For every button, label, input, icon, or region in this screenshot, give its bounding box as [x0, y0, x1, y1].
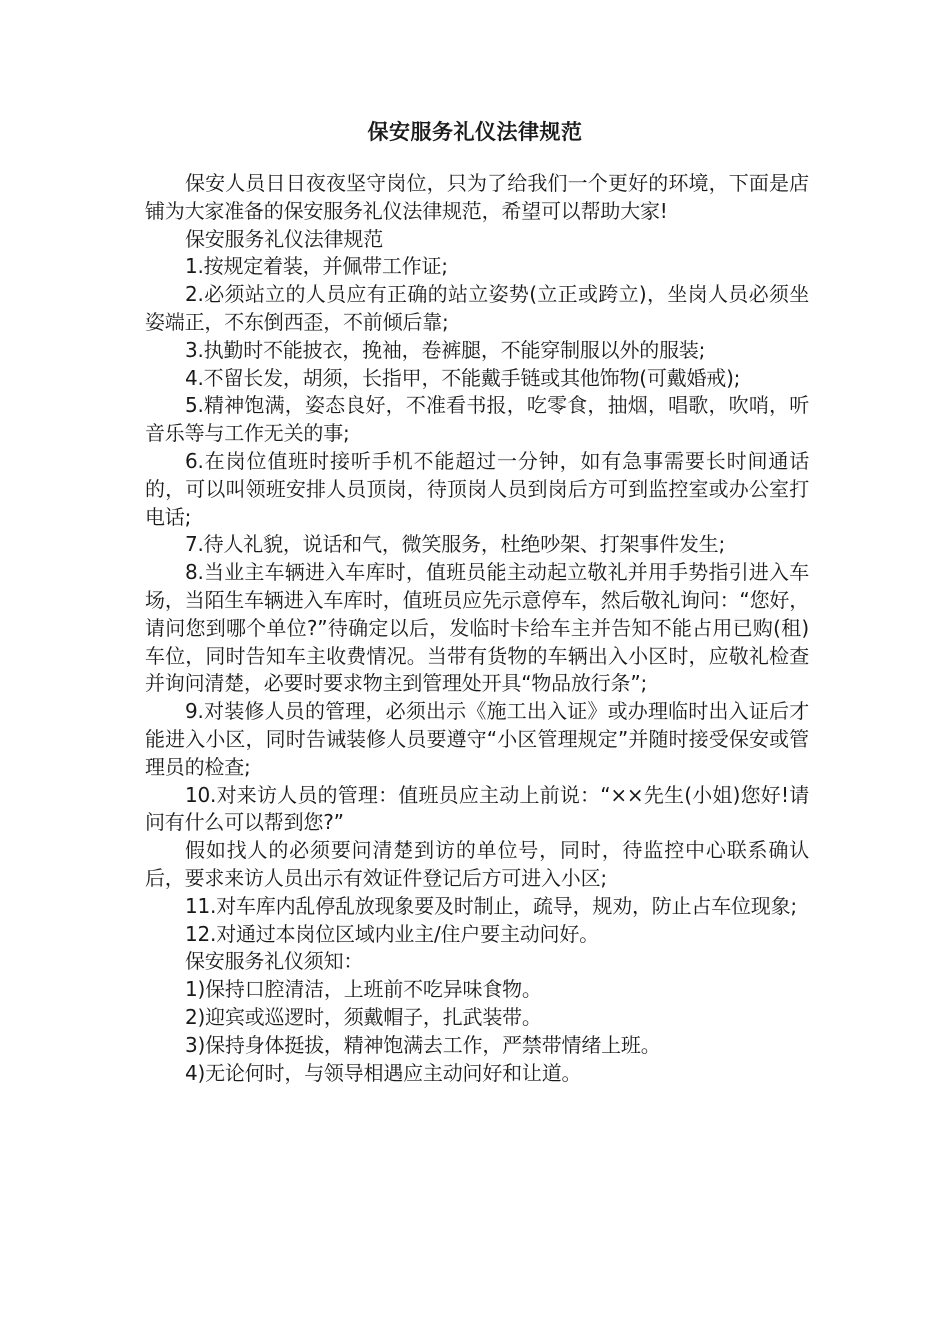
section-heading-norms: 保安服务礼仪法律规范	[185, 226, 383, 251]
rule-item-9: 9.对装修人员的管理，必须出示《施工出入证》或办理临时出入证后才能进入小区，同时告诫装修人员要遵守“小区管理规定”并随时接受保安或管理员的检查;	[145, 699, 809, 779]
note-item-4: 4)无论何时，与领导相遇应主动问好和让道。	[185, 1060, 582, 1085]
rule-item-11: 11.对车库内乱停乱放现象要及时制止，疏导，规劝，防止占车位现象;	[185, 893, 797, 918]
rule-item-4: 4.不留长发，胡须，长指甲，不能戴手链或其他饰物(可戴婚戒);	[185, 365, 741, 390]
intro-paragraph: 保安人员日日夜夜坚守岗位，只为了给我们一个更好的环境，下面是店铺为大家准备的保安服务礼仪法律规范，希望可以帮助大家!	[145, 171, 809, 223]
rule-item-5: 5.精神饱满，姿态良好，不准看书报，吃零食，抽烟，唱歌，吹哨，听音乐等与工作无关的事;	[145, 393, 809, 446]
note-item-2: 2)迎宾或巡逻时，须戴帽子，扎武装带。	[185, 1004, 542, 1029]
rule-item-1: 1.按规定着装，并佩带工作证;	[185, 254, 448, 279]
note-item-1: 1)保持口腔清洁，上班前不吃异味食物。	[185, 977, 542, 1002]
document-body	[145, 170, 809, 1087]
rule-item-8: 8.当业主车辆进入车库时，值班员能主动起立敬礼并用手势指引进入车场，当陌生车辆进入车库时，值班员应先示意停车，然后敬礼询问：“您好，请问您到哪个单位?”待确定以后，发临时卡给车主并告知不能占用已购(租)车位，同时告知车主收费情况。当带有货物的车辆出入小区时，应敬礼检查并询问清楚，必要时要求物主到管理处开具“物品放行条”;	[145, 560, 809, 696]
rule-item-7: 7.待人礼貌，说话和气，微笑服务，杜绝吵架、打架事件发生;	[185, 532, 726, 557]
rule-item-2: 2.必须站立的人员应有正确的站立姿势(立正或跨立)，坐岗人员必须坐姿端正，不东倒西歪，不前倾后靠;	[145, 282, 809, 334]
rule-item-10-continued: 假如找人的必须要问清楚到访的单位号，同时，待监控中心联系确认后，要求来访人员出示有效证件登记后方可进入小区;	[145, 838, 809, 890]
section-heading-notes: 保安服务礼仪须知：	[185, 949, 364, 974]
rule-item-6: 6.在岗位值班时接听手机不能超过一分钟，如有急事需要长时间通话的，可以叫领班安排人员顶岗，待顶岗人员到岗后方可到监控室或办公室打电话;	[145, 448, 809, 529]
rule-item-12: 12.对通过本岗位区域内业主/住户要主动问好。	[185, 921, 599, 946]
document-title: 保安服务礼仪法律规范	[367, 120, 583, 144]
rule-item-3: 3.执勤时不能披衣，挽袖，卷裤腿，不能穿制服以外的服装;	[185, 337, 706, 362]
note-item-3: 3)保持身体挺拔，精神饱满去工作，严禁带情绪上班。	[185, 1032, 661, 1057]
rule-item-10: 10.对来访人员的管理：值班员应主动上前说：“××先生(小姐)您好!请问有什么可以帮到您?”	[145, 782, 809, 835]
